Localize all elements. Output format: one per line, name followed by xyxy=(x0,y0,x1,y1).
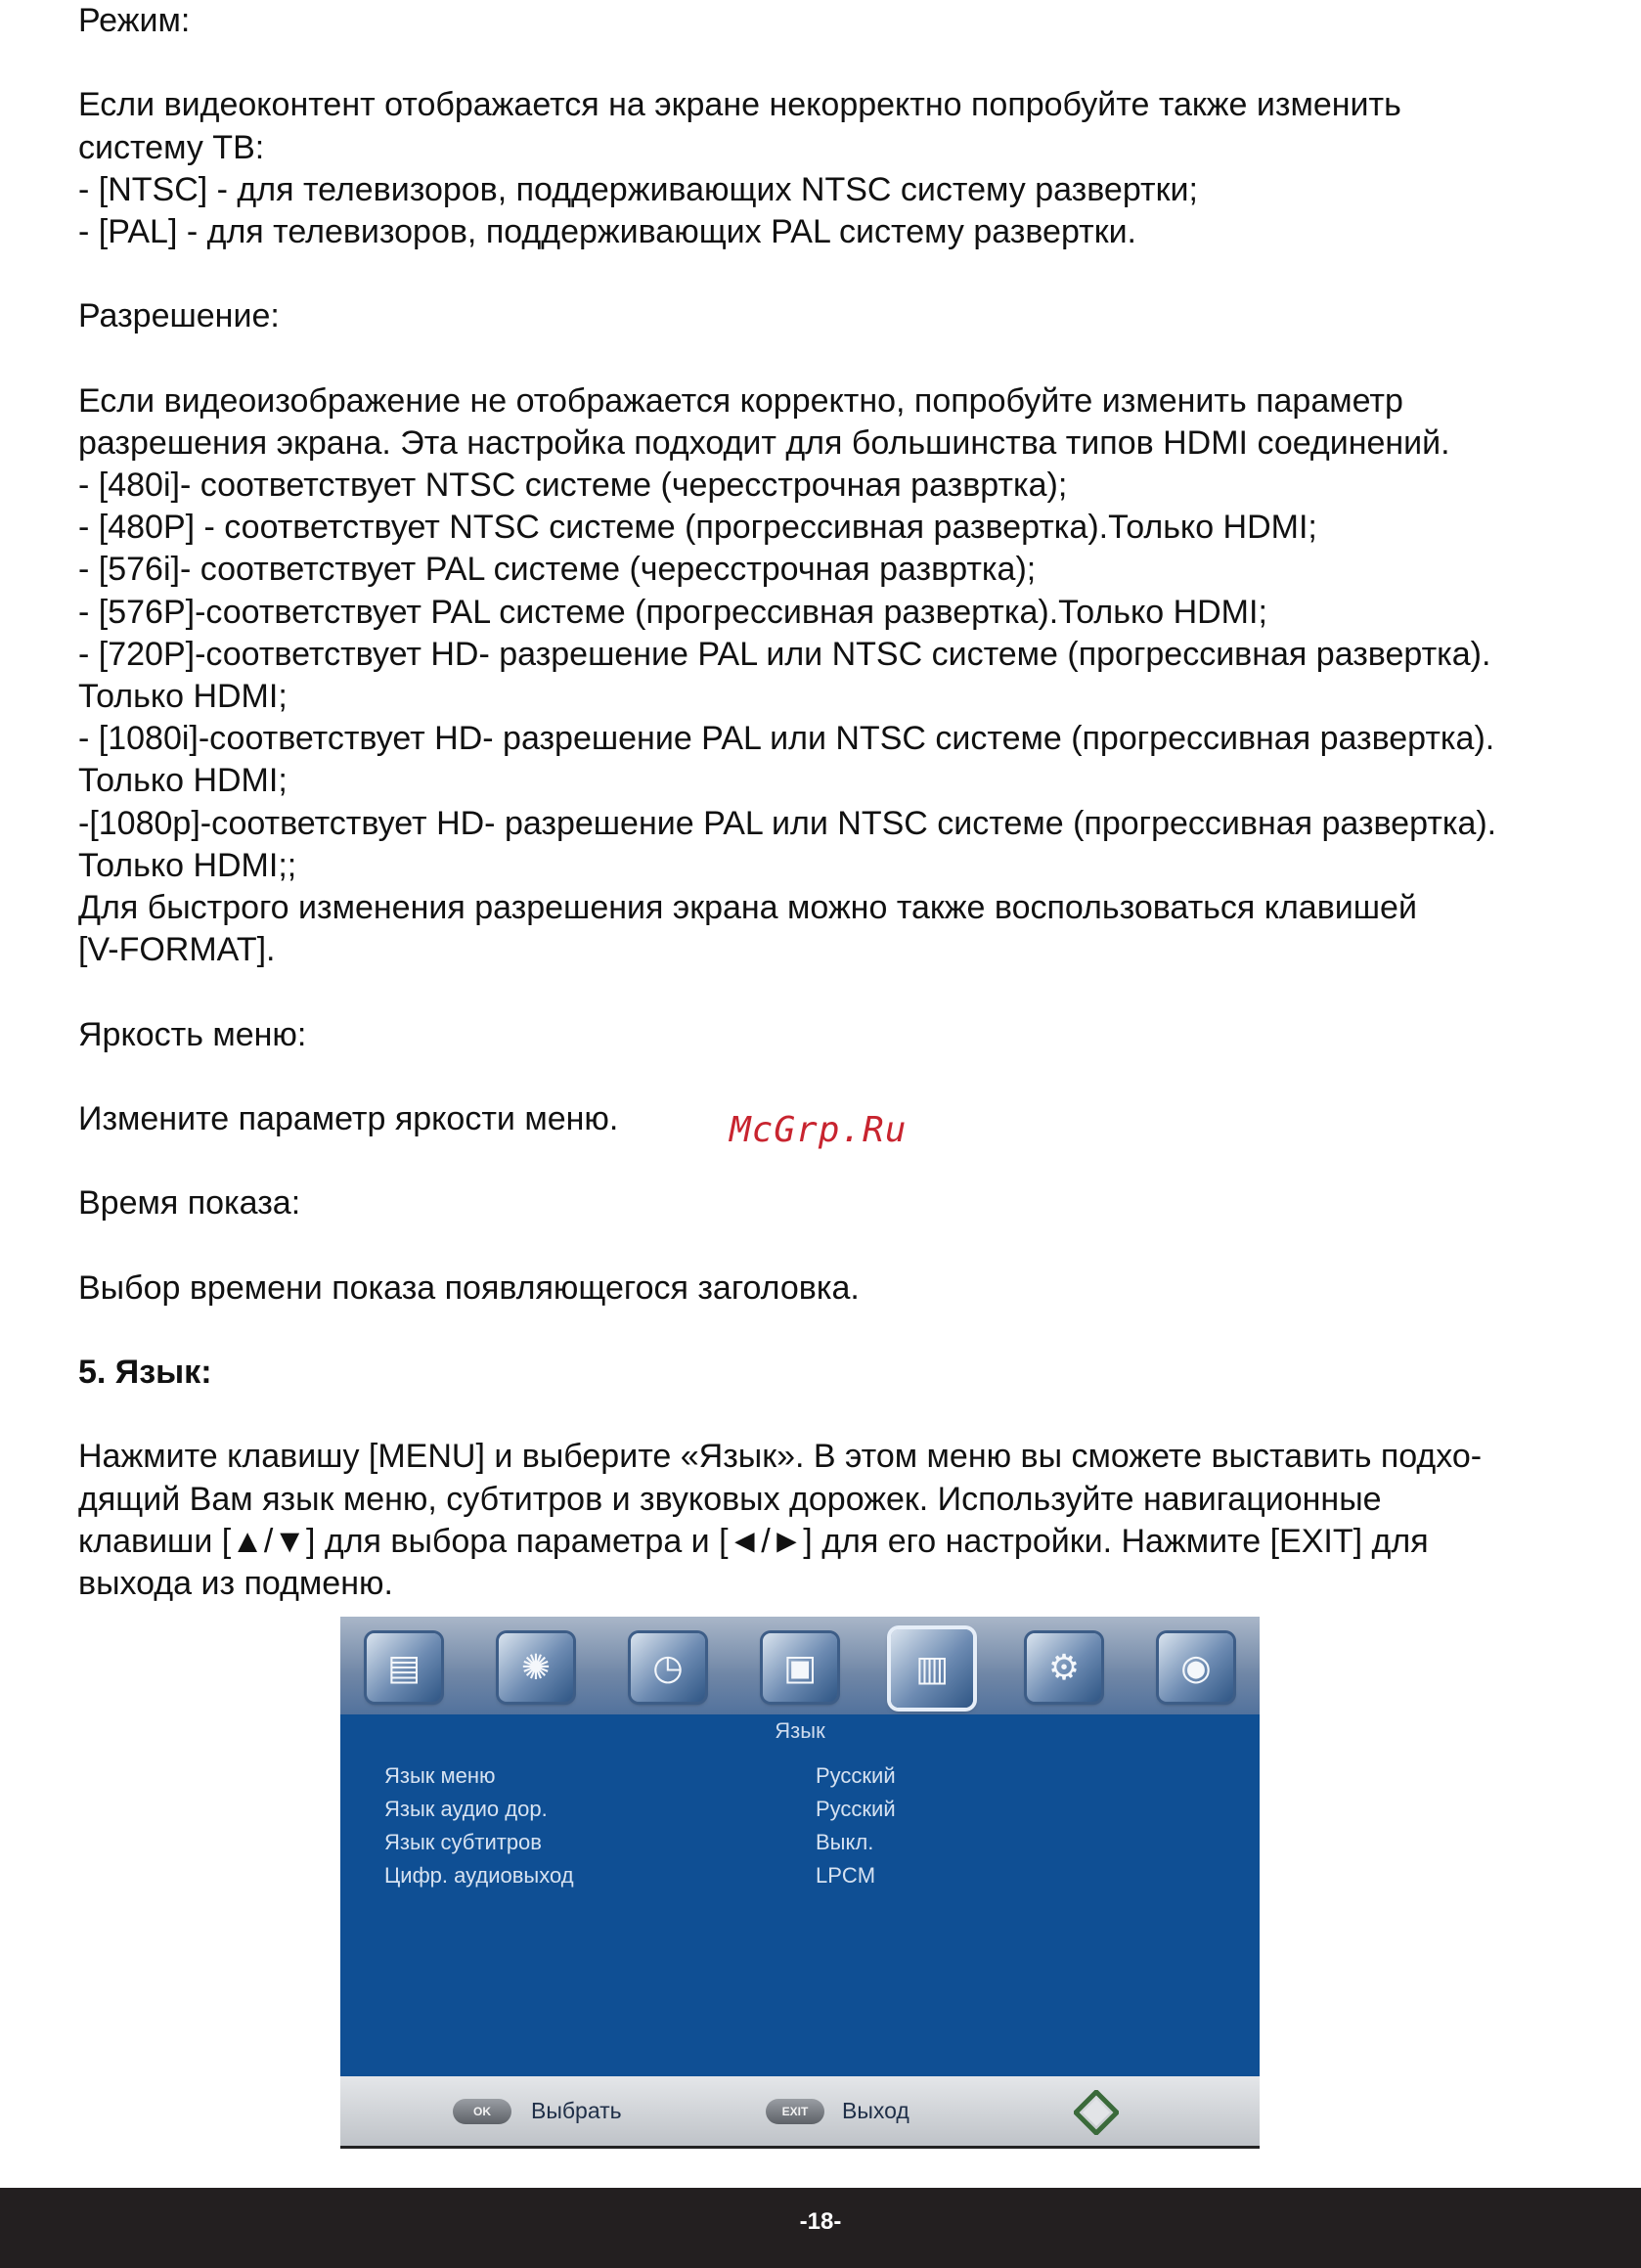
ok-hint-label: Выбрать xyxy=(531,2098,622,2123)
watermark: McGrp.Ru xyxy=(730,1110,908,1150)
menu-row-audio-language[interactable] xyxy=(384,1797,1216,1830)
media-icon: ◉ xyxy=(1159,1633,1233,1702)
menu-row-menu-language[interactable] xyxy=(384,1763,1216,1797)
list-item-ntsc: - [NTSC] - для телевизоров, поддерживающих NTSC систему развертки; xyxy=(78,170,1198,208)
menu-hint-bar xyxy=(340,2076,1260,2149)
ok-key-icon: OK xyxy=(453,2099,511,2124)
list-item-continuation: Только HDMI; xyxy=(78,678,288,715)
list-item-576i: - [576i]- соответствует PAL системе (чересстрочная развртка); xyxy=(78,551,1037,589)
heading-mode: Режим: xyxy=(78,2,191,39)
heading-menu-brightness: Яркость меню: xyxy=(78,1015,307,1053)
language-icon: ▥ xyxy=(891,1629,973,1708)
settings-icon: ⚙ xyxy=(1027,1633,1101,1702)
list-item-1080i: - [1080i]-соответствует HD- разрешение PAL или NTSC системе (прогрессивная развертка). xyxy=(78,720,1495,758)
list-item-continuation: Только HDMI;; xyxy=(78,846,297,884)
exit-key-icon: EXIT xyxy=(766,2099,824,2124)
list-item-720p: - [720P]-соответствует HD- разрешение PAL или NTSC системе (прогрессивная развертка). xyxy=(78,635,1491,673)
navigation-dpad-icon xyxy=(1074,2090,1119,2135)
paragraph-line: [V-FORMAT]. xyxy=(78,931,276,969)
menu-title: Язык xyxy=(775,1718,825,1743)
list-item-576p: - [576P]-соответствует PAL системе (прогрессивная развертка).Только HDMI; xyxy=(78,593,1267,631)
display-icon: ✺ xyxy=(499,1633,573,1702)
page-number: -18- xyxy=(799,2208,842,2235)
list-item-480i: - [480i]- соответствует NTSC системе (чересстрочная развртка); xyxy=(78,467,1068,505)
menu-row-value: LPCM xyxy=(816,1863,876,1888)
menu-row-value: Русский xyxy=(816,1763,896,1788)
paragraph-line: Нажмите клавишу [MENU] и выберите «Язык». В этом меню вы сможете выставить подхо- xyxy=(78,1438,1483,1476)
page-footer xyxy=(0,2188,1641,2268)
menu-row-digital-audio-out[interactable] xyxy=(384,1863,1216,1896)
paragraph-line: разрешения экрана. Эта настройка подходит для большинства типов HDMI соединений. xyxy=(78,423,1450,462)
menu-row-label: Язык меню xyxy=(384,1763,496,1788)
clock-icon: ◷ xyxy=(631,1633,705,1702)
paragraph-line: выхода из подменю. xyxy=(78,1564,393,1602)
menu-row-label: Цифр. аудиовыход xyxy=(384,1863,574,1888)
paragraph-line: клавиши [▲/▼] для выбора параметра и [◄/►] для его настройки. Нажмите [EXIT] для xyxy=(78,1522,1429,1560)
menu-icon-bar xyxy=(340,1617,1260,1714)
heading-resolution: Разрешение: xyxy=(78,297,280,335)
list-item-480p: - [480P] - соответствует NTSC системе (прогрессивная развертка).Только HDMI; xyxy=(78,509,1317,547)
exit-hint-label: Выход xyxy=(842,2098,909,2123)
list-item-pal: - [PAL] - для телевизоров, поддерживающих PAL систему развертки. xyxy=(78,212,1137,250)
paragraph-line: дящий Вам язык меню, субтитров и звуковых дорожек. Используйте навигационные xyxy=(78,1480,1382,1518)
list-item-continuation: Только HDMI; xyxy=(78,762,288,800)
heading-display-time: Время показа: xyxy=(78,1184,301,1223)
list-item-1080p: -[1080p]-соответствует HD- разрешение PAL или NTSC системе (прогрессивная развертка). xyxy=(78,804,1497,842)
menu-row-label: Язык аудио дор. xyxy=(384,1797,548,1821)
video-icon: ▣ xyxy=(763,1633,837,1702)
paragraph-line: Для быстрого изменения разрешения экрана можно также воспользоваться клавишей xyxy=(78,888,1417,926)
paragraph-line: Выбор времени показа появляющегося заголовка. xyxy=(78,1268,860,1307)
section-heading-language: 5. Язык: xyxy=(78,1354,212,1391)
menu-row-label: Язык субтитров xyxy=(384,1830,542,1854)
menu-row-subtitle-language[interactable] xyxy=(384,1830,1216,1863)
tv-menu-screenshot xyxy=(340,1617,1260,2149)
paragraph-line: систему ТВ: xyxy=(78,128,265,166)
picture-icon: ▤ xyxy=(367,1633,441,1702)
paragraph-line: Если видеоизображение не отображается корректно, попробуйте изменить параметр xyxy=(78,381,1403,420)
paragraph-line: Если видеоконтент отображается на экране некорректно попробуйте также изменить xyxy=(78,86,1401,124)
menu-row-value: Русский xyxy=(816,1797,896,1821)
menu-row-value: Выкл. xyxy=(816,1830,874,1854)
document-body xyxy=(78,0,1604,1605)
paragraph-line: Измените параметр яркости меню. xyxy=(78,1099,619,1137)
